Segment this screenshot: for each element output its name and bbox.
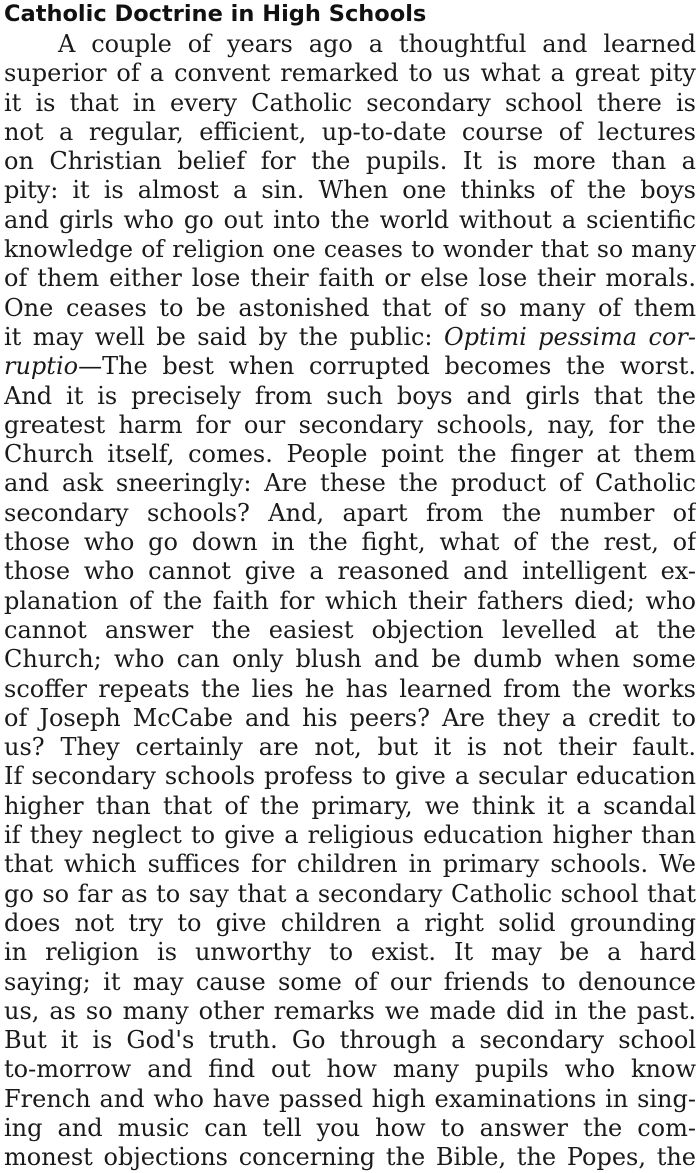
- text-line: us, as so many other remarks we made did in the past.: [4, 996, 696, 1025]
- text-line: And it is precisely from such boys and girls that the: [4, 381, 696, 410]
- text-line: planation of the faith for which their fathers died; who: [4, 586, 696, 615]
- text-line: saying; it may cause some of our friends to denounce: [4, 967, 696, 996]
- text-line: to-morrow and find out how many pupils who know: [4, 1055, 696, 1084]
- text-line: superior of a convent remarked to us what a great pity: [4, 59, 696, 88]
- text-line: knowledge of religion one ceases to wonder that so many: [4, 235, 696, 264]
- text-line: go so far as to say that a secondary Catholic school that: [4, 879, 696, 908]
- text-line: does not try to give children a right solid grounding: [4, 908, 696, 937]
- text-line: it is that in every Catholic secondary school there is: [4, 88, 696, 117]
- text-line: cannot answer the easiest objection levelled at the: [4, 615, 696, 644]
- text-line: secondary schools? And, apart from the number of: [4, 498, 696, 527]
- text-line: and girls who go out into the world without a scientific: [4, 205, 696, 234]
- text-line: pity: it is almost a sin. When one thinks of the boys: [4, 176, 696, 205]
- text-line: us? They certainly are not, but it is not their fault.: [4, 733, 696, 762]
- text-line: But it is God's truth. Go through a secondary school: [4, 1026, 696, 1055]
- text-line: those who go down in the fight, what of the rest, of: [4, 528, 696, 557]
- text-line: monest objections concerning the Bible, the Popes, the: [4, 1143, 696, 1172]
- text-line: on Christian belief for the pupils. It is more than a: [4, 147, 696, 176]
- text-line: One ceases to be astonished that of so many of them: [4, 293, 696, 322]
- text-line: of Joseph McCabe and his peers? Are they a credit to: [4, 703, 696, 732]
- text-line: ing and music can tell you how to answer the com-: [4, 1113, 696, 1142]
- text-line-latin: it may well be said by the public: Optimi pessima cor-: [4, 322, 696, 351]
- text-line: and ask sneeringly: Are these the product of Catholic: [4, 469, 696, 498]
- text-line: greatest harm for our secondary schools, nay, for the: [4, 410, 696, 439]
- text-line: if they neglect to give a religious education higher than: [4, 821, 696, 850]
- article-body: [4, 30, 696, 1173]
- text-line: that which suffices for children in primary schools. We: [4, 850, 696, 879]
- text-line-latin: ruptio—The best when corrupted becomes the worst.: [4, 352, 696, 381]
- text-line: in religion is unworthy to exist. It may be a hard: [4, 938, 696, 967]
- text-line: If secondary schools profess to give a secular education: [4, 762, 696, 791]
- text-line: scoffer repeats the lies he has learned from the works: [4, 674, 696, 703]
- text-line: Church itself, comes. People point the finger at them: [4, 440, 696, 469]
- text-line: French and who have passed high examinations in sing-: [4, 1084, 696, 1113]
- text-line: those who cannot give a reasoned and intelligent ex-: [4, 557, 696, 586]
- text-line: higher than that of the primary, we think it a scandal: [4, 791, 696, 820]
- article-heading: Catholic Doctrine in High Schools: [4, 1, 427, 27]
- text-line: Church; who can only blush and be dumb when some: [4, 645, 696, 674]
- text-line: of them either lose their faith or else lose their morals.: [4, 264, 696, 293]
- text-line: A couple of years ago a thoughtful and learned: [58, 30, 696, 58]
- text-line: not a regular, efficient, up-to-date course of lectures: [4, 117, 696, 146]
